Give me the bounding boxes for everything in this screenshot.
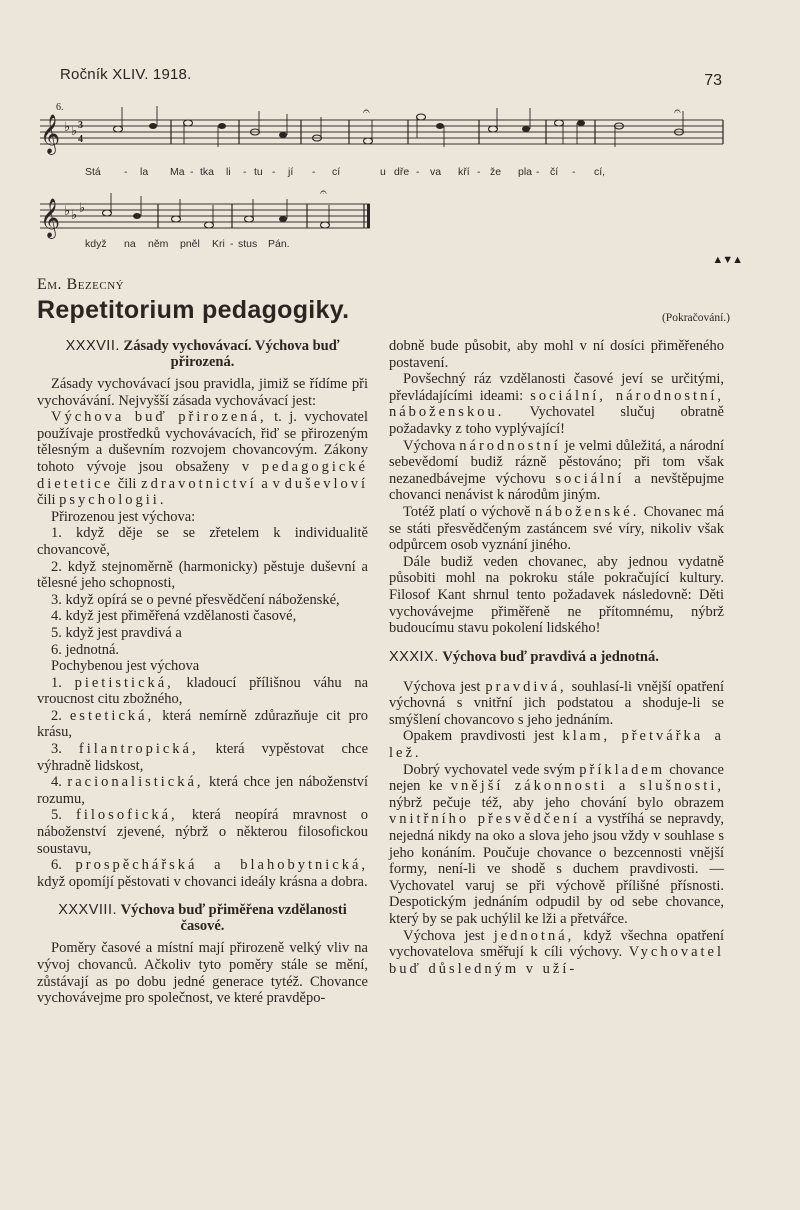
lyric-syllable: Stá (85, 166, 101, 178)
list-item (37, 774, 368, 807)
lyric-syllable: - (272, 166, 276, 178)
paragraph (389, 371, 724, 437)
flat-icon: ♭ (79, 200, 86, 215)
emphasis: sociální, národnostní, náboženskou. (389, 387, 724, 421)
list-item (37, 857, 368, 890)
emphasis: klam, přetvářka a lež. (389, 728, 724, 762)
paragraph: Dále budiž veden chovanec, aby jednou vydatně působiti mohl na pokroku stále pokračující kultury. Filosof Kant shrnul tento požadavek následovně: Děti vychovávejme přiměřeně ne přítomnému, nýbrž budoucímu stavu pokolení lidského! (389, 553, 724, 637)
text: a vystříhá se nepravdy, nejedná nikdy na oko a slova jeho jsou vždy v souhlase s jeho konáním. Poučuje chovance o bezcennosti vnější formy, není-li ve shodě s duchem pravdivosti. — Vychovatel varuj se při výchově přílišné přísnosti. Despotickým jednáním odpudil by od sebe chovance, který by se pak uchýlil ke lži a přetvářce. (389, 811, 724, 927)
lyric-syllable: - (230, 238, 234, 250)
list-item: 5. když jest pravdivá a (51, 624, 182, 641)
text: kladoucí přílišnou váhu na vroucnost citu zbožného, (37, 674, 369, 708)
section-number: XXXVII. (65, 338, 120, 354)
text: Totéž platí o výchově (403, 503, 536, 520)
text: Výchova (403, 437, 460, 454)
lyric-syllable: cí (332, 166, 341, 178)
emphasis: pietistická, (74, 674, 174, 691)
emphasis: prospěchářská a blahobytnická, (75, 857, 369, 874)
lyric-syllable: Pán. (268, 238, 290, 250)
lyric-syllable: - (416, 166, 420, 178)
emphasis: psychologii. (59, 492, 167, 509)
text: a nevštěpujme chovanci nenávist k národům jiným. (389, 470, 724, 504)
left-column (37, 338, 368, 1007)
text: je velmi důležitá, a národní sebevědomí budiž rázně pěstováno; při tom však nezanedbávejme výchovu (389, 437, 725, 487)
natural-list (37, 525, 368, 658)
emphasis: Výchova buď přirozená, (51, 409, 267, 426)
note-stems (111, 193, 329, 225)
emphasis: náboženské. (535, 503, 640, 520)
lyric-syllable: čí (550, 166, 559, 178)
lyric-syllable: - (536, 166, 540, 178)
text: čili (37, 492, 60, 509)
lyric-syllable: va (430, 166, 442, 178)
lyric-syllable: Ma (170, 166, 185, 178)
lyric-syllable: la (140, 166, 149, 178)
running-head: Ročník XLIV. 1918. (60, 66, 192, 83)
time-sig-bottom: 4 (78, 134, 83, 145)
lyric-syllable: pněl (180, 238, 200, 250)
paragraph: dobně bude působit, aby mohl v ní dosíci přiměřeného postavení. (389, 338, 724, 371)
text: t. j. vychovatel používaje prostředků vychovávacích, řiď se přirozeným tělesným a duševním rozvojem chovancovým. Zákony tohoto vývoje jsou obsaženy v (37, 409, 369, 475)
list-item (37, 675, 368, 708)
section-title: Výchova buď přiměřena vzdělanosti časové. (120, 902, 347, 935)
flat-icon: ♭ (64, 203, 71, 218)
lyric-syllable: Kri (212, 238, 225, 250)
article-author: Em. Bezecný (37, 276, 125, 293)
emphasis: estetická, (69, 707, 155, 724)
list-item: 2. když stejnoměrně (harmonicky) pěstuje duševní a tělesné jeho schopnosti, (37, 558, 368, 592)
item-number: 4. (51, 774, 62, 791)
hymn-number: 6. (56, 102, 64, 113)
text: která vypěstovat chce výhradně lidskost, (37, 741, 369, 774)
paragraph (389, 728, 724, 761)
text: když všechna opatření vychovatelova směřují k cíli výchovy. (389, 927, 724, 961)
lyric-syllable: u (380, 166, 386, 178)
lyric-syllable: jí (288, 166, 294, 178)
item-number: 2. (51, 707, 62, 724)
item-number: 1. (51, 674, 62, 691)
paragraph (389, 504, 724, 554)
list-intro: Pochybenou jest výchova (51, 658, 200, 675)
text: Povšechný ráz vzdělanosti časové jeví se určitými, převládajícími ideami: (389, 371, 724, 404)
paragraph (389, 928, 724, 978)
fermata-icon: 𝄐 (320, 190, 327, 199)
lyric-syllable: dře (394, 166, 410, 178)
svg-text:𝄐: 𝄐 (363, 104, 370, 118)
flat-icon: ♭ (71, 123, 78, 138)
emphasis: Vychovatel buď důsledným v uží- (389, 944, 724, 977)
text: která nemírně zdůrazňuje cit pro krásu, (37, 707, 368, 741)
emphasis: racionalistická, (67, 774, 204, 791)
section-title: Zásady vychovávací. Výchova buď přirozená. (123, 338, 340, 370)
emphasis: pravdivá, (485, 678, 567, 695)
list-item: 4. když jest přiměřená vzdělanosti časové, (51, 608, 297, 625)
emphasis: zdravotnictví (141, 475, 257, 492)
lyric-syllable: kří (458, 166, 470, 178)
emphasis: filantropická, (78, 741, 199, 758)
lyric-syllable: - (190, 166, 194, 178)
lyric-syllable: pla (518, 166, 533, 178)
emphasis: pedagogické dietetice (37, 458, 368, 492)
treble-clef-icon: 𝄞 (40, 116, 61, 153)
list-intro: Přirozenou jest výchova: (51, 508, 196, 525)
time-sig-top: 3 (78, 120, 83, 131)
half-notes (103, 210, 330, 228)
lyric-syllable: - (243, 166, 247, 178)
section-number: XXXVIII. (58, 902, 118, 919)
lyric-syllable: - (124, 166, 128, 178)
list-item: 6. jednotná. (51, 641, 120, 658)
item-number: 5. (51, 807, 62, 824)
lyric-syllable: něm (148, 238, 169, 250)
paragraph (389, 762, 724, 928)
half-notes (114, 114, 684, 144)
paragraph (37, 409, 368, 509)
lyric-syllable: - (477, 166, 481, 178)
article-title: Repetitorium pedagogiky. (37, 296, 350, 324)
page-number: 73 (704, 72, 722, 89)
emphasis: národnostní (459, 437, 561, 454)
music-staff-1 (38, 98, 738, 160)
text: Opakem pravdivosti jest (403, 728, 563, 745)
list-item: 1. když děje se se zřetelem k individualitě chovancově, (37, 525, 368, 558)
lyric-syllable: li (226, 166, 231, 178)
lyric-syllable: tu (254, 166, 263, 178)
emphasis: duševloví (284, 475, 368, 492)
lyric-syllable: - (312, 166, 316, 178)
section-heading-39 (389, 649, 724, 665)
note-stems (122, 106, 683, 147)
fermata-icons (363, 104, 681, 118)
text: Výchova jest (403, 927, 494, 944)
lyrics-line-1 (40, 166, 740, 180)
text: a v (256, 475, 285, 492)
item-number: 3. (51, 741, 62, 758)
section-heading-37 (37, 338, 368, 370)
section-heading-38 (37, 902, 368, 934)
emphasis: příkladem (579, 761, 666, 778)
text: Chovanec má se státi přesvědčeným zastáncem své víry, nikoliv však odpůrcem osob vyznání jiného. (389, 503, 725, 554)
emphasis: jednotná, (493, 927, 575, 944)
lyric-syllable: - (572, 166, 576, 178)
list-item (37, 708, 368, 741)
treble-clef-icon: 𝄞 (40, 200, 61, 237)
list-item: 3. když opírá se o pevné přesvědčení náboženské, (51, 591, 340, 608)
list-item (37, 741, 368, 774)
paragraph (389, 679, 724, 729)
wrong-list (37, 675, 368, 891)
ornament-triangles-icon: ▲▼▲ (712, 254, 742, 266)
quarter-notes (133, 213, 287, 222)
lyric-syllable: že (490, 166, 502, 178)
text: Vychovatel slučuj obratně požadavky z toho vyplývající! (389, 404, 724, 437)
lyric-syllable: cí, (594, 166, 606, 178)
svg-text:𝄐: 𝄐 (674, 104, 681, 118)
section-number: XXXIX. (389, 648, 439, 665)
emphasis: sociální (555, 470, 625, 487)
paragraph (389, 438, 724, 504)
item-number: 6. (51, 857, 62, 874)
paragraph: Zásady vychovávací jsou pravidla, jimiž se řídíme při vychovávání. Nejvyšší zásada vychovávací jest: (37, 376, 368, 409)
paragraph: Poměry časové a místní mají přirozeně velký vliv na vývoj chovanců. Ačkoliv tyto poměry stále se mění, zůstávají as po dobu jedné generace tytéž. Chovance vychovávejme pro společnost, ve které pravděpo- (37, 940, 368, 1007)
text: když opomíjí pěstovati v chovanci ideály krásna a dobra. (37, 873, 368, 890)
text: která neopírá mravnost o náboženství zjevené, nýbrž o některou filosofickou soustavu, (37, 807, 369, 857)
lyric-syllable: na (124, 238, 136, 250)
emphasis: vnitřního přesvědčení (389, 811, 580, 828)
text: která chce jen náboženství rozumu, (37, 774, 369, 807)
emphasis: vnější zákonnosti a slušnosti, (450, 778, 724, 795)
lyrics-line-2 (40, 238, 380, 252)
emphasis: filosofická, (76, 807, 178, 824)
lyric-syllable: stus (238, 238, 258, 250)
flat-icon: ♭ (64, 119, 71, 134)
text: Výchova jest (403, 678, 486, 695)
text: nýbrž pečuje též, aby jeho chování bylo obrazem (389, 794, 724, 811)
list-item (37, 807, 368, 857)
text: čili (113, 475, 142, 492)
text: chovance nejen ke (389, 761, 724, 795)
lyric-syllable: tka (200, 166, 215, 178)
lyric-syllable: když (85, 238, 107, 250)
text: Dobrý vychovatel vede svým (403, 761, 580, 778)
quarter-notes (149, 120, 585, 138)
section-title: Výchova buď pravdivá a jednotná. (442, 648, 659, 665)
text: souhlasí-li vnější opatření výchovná s vnitřní jich podstatou a shoduje-li se smýšlení chovancovo s jeho jednáním. (389, 678, 725, 728)
final-barline (367, 204, 370, 228)
flat-icon: ♭ (71, 207, 78, 222)
right-column (389, 338, 724, 977)
continued-note: (Pokračování.) (661, 312, 730, 324)
